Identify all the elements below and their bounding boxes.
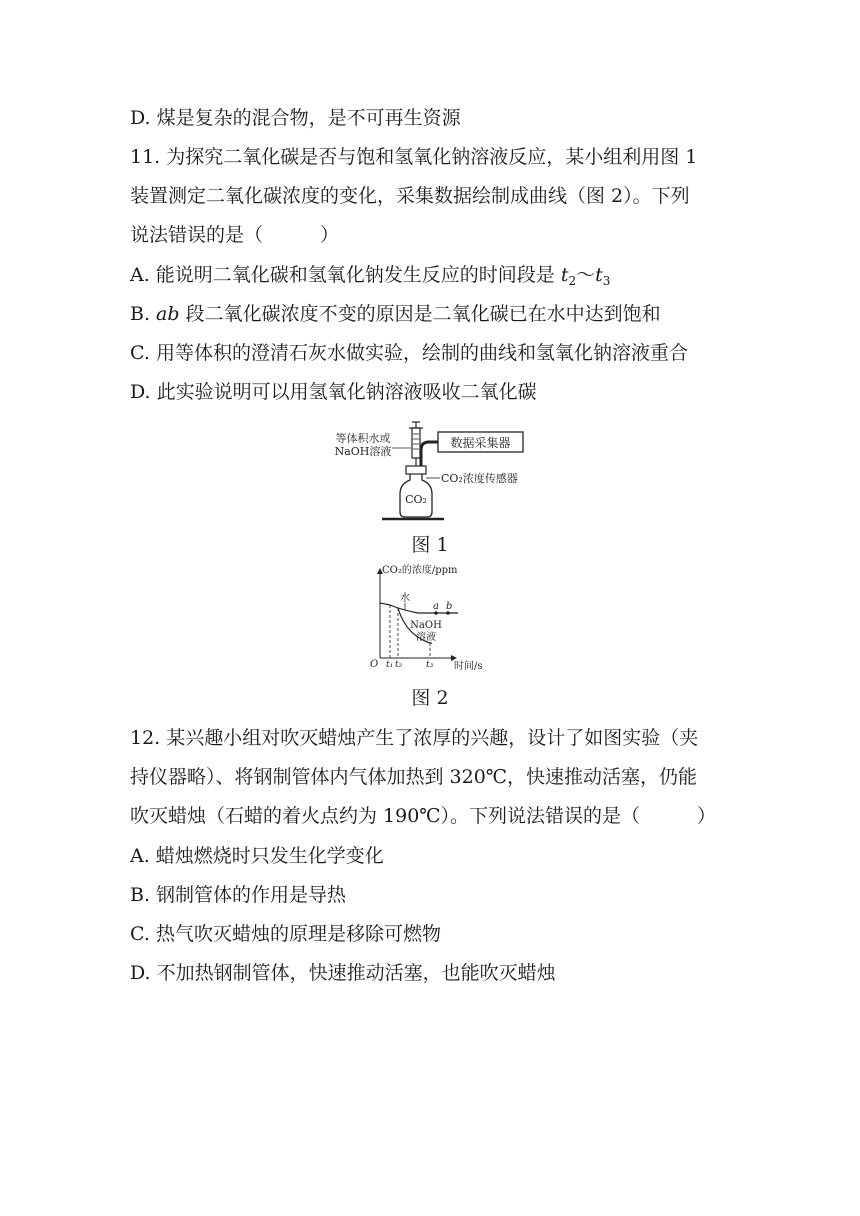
label-point-a: a [433, 601, 439, 612]
syringe-barrel [412, 428, 420, 458]
q11-option-b-prefix: B. [130, 303, 157, 325]
q11-option-b [130, 301, 661, 327]
label-liquid-line-1: 等体积水或 [335, 432, 391, 445]
sensor-cable [421, 442, 438, 466]
label-liquid-line-2: NaOH溶液 [334, 445, 392, 458]
figure-1-apparatus [320, 420, 540, 525]
q10-option-d: D. 煤是复杂的混合物，是不可再生资源 [130, 107, 461, 129]
q11-option-d: D. 此实验说明可以用氢氧化钠溶液吸收二氧化碳 [130, 381, 537, 403]
q11-option-b-text: 段二氧化碳浓度不变的原因是二氧化碳已在水中达到饱和 [179, 303, 661, 325]
label-data-collector: 数据采集器 [450, 436, 511, 450]
q11-option-a-t2-sub: 2 [568, 274, 577, 288]
q11-option-c: C. 用等体积的澄清石灰水做实验，绘制的曲线和氢氧化钠溶液重合 [130, 342, 688, 364]
stopper [406, 466, 426, 474]
y-axis-label: CO₂的浓度/ppm [382, 565, 458, 576]
origin-label: O [370, 659, 379, 670]
q11-option-a-t3-sub: 3 [602, 274, 611, 288]
q12-option-c: C. 热气吹灭蜡烛的原理是移除可燃物 [130, 923, 441, 945]
q11-option-a-text: A. 能说明二氧化碳和氢氧化钠发生反应的时间段是 [130, 264, 561, 286]
q11-option-a-sep: ～ [576, 264, 596, 286]
label-naoh-line-2: 溶液 [416, 632, 436, 643]
figure-1-caption: 图 1 [411, 534, 449, 556]
q11-stem-line-2: 装置测定二氧化碳浓度的变化，采集数据绘制成曲线（图 2）。下列 [130, 185, 690, 207]
label-flask: CO₂ [405, 493, 427, 506]
tick-t2: t₂ [395, 660, 403, 670]
tick-t1: t₁ [386, 660, 394, 670]
q11-option-a-t3: t [595, 264, 603, 286]
label-point-b: b [446, 601, 453, 612]
q12-option-b: B. 钢制管体的作用是导热 [130, 884, 347, 906]
q12-option-d: D. 不加热钢制管体，快速推动活塞，也能吹灭蜡烛 [130, 962, 556, 984]
label-water: 水 [400, 593, 410, 604]
q11-option-b-ab: ab [156, 303, 180, 325]
q11-stem-line-3: 说法错误的是（ ） [130, 224, 340, 246]
label-sensor: CO₂浓度传感器 [441, 472, 518, 485]
label-naoh-line-1: NaOH [410, 620, 442, 631]
tick-t3: t₃ [426, 660, 434, 670]
q11-option-a-t2: t [560, 264, 569, 286]
figure-2-graph [360, 563, 510, 673]
q12-stem-line-1: 12. 某兴趣小组对吹灭蜡烛产生了浓厚的兴趣，设计了如图实验（夹 [130, 727, 699, 749]
q11-stem-line-1: 11. 为探究二氧化碳是否与饱和氢氧化钠溶液反应，某小组利用图 1 [130, 146, 698, 168]
q11-option-a [130, 262, 610, 294]
q12-option-a: A. 蜡烛燃烧时只发生化学变化 [130, 845, 384, 867]
q12-stem-line-2: 持仪器略）、将钢制管体内气体加热到 320℃，快速推动活塞，仍能 [130, 766, 698, 788]
figure-2-caption: 图 2 [411, 687, 449, 709]
q12-stem-line-3: 吹灭蜡烛（石蜡的着火点约为 190℃）。下列说法错误的是（ ） [130, 805, 717, 827]
x-axis-label: 时间/s [454, 661, 483, 672]
